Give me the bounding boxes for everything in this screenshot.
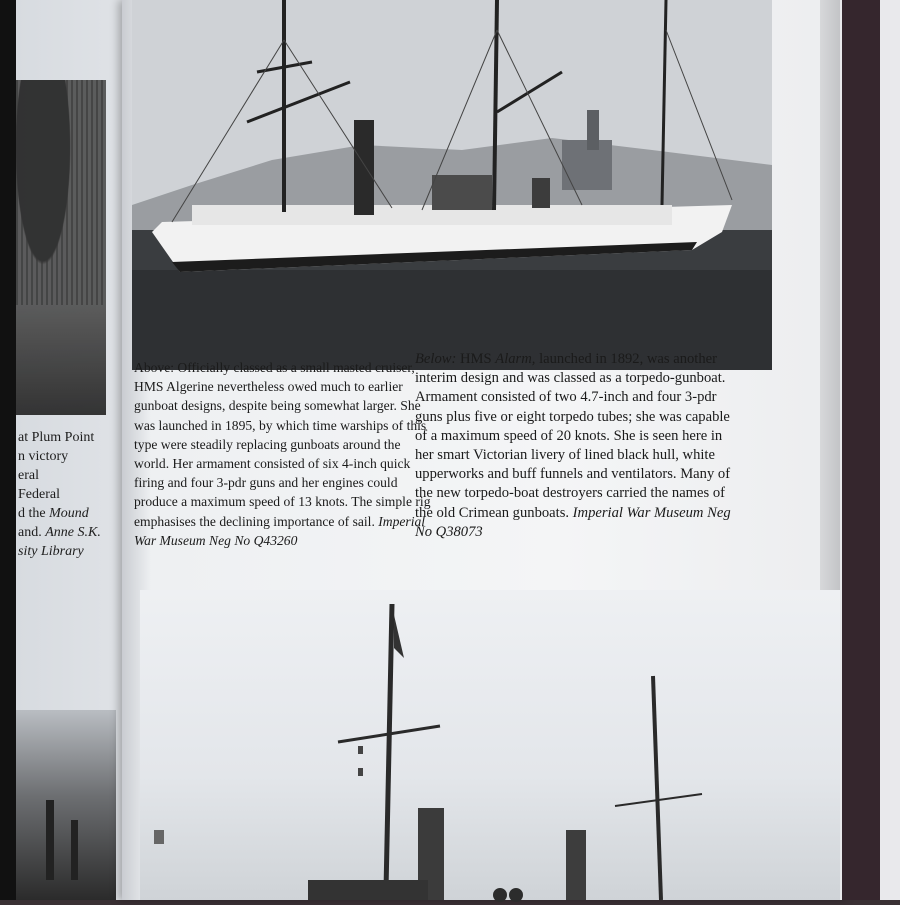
- caption-line: of a maximum speed of 20 knots. She is seen here in: [415, 427, 723, 444]
- caption-label: Below:: [415, 351, 457, 367]
- caption-line: the old Crimean gunboats. Imperial War Museum Neg: [415, 504, 731, 521]
- photo-hms-algerine: [132, 0, 772, 370]
- book-cover-edge: [842, 0, 880, 900]
- caption-line: gunboat designs, despite being somewhat larger. She: [134, 398, 421, 414]
- left-page-photo-engraving: [16, 710, 116, 900]
- photo-credit: War Museum Neg No Q43260: [134, 532, 298, 548]
- caption-line: emphasises the declining importance of sail. Imperial: [134, 513, 426, 529]
- caption-line: Armament consisted of two 4.7-inch and four 3-pdr: [415, 389, 717, 406]
- caption-line: firing and four 3-pdr guns and her engines could: [134, 475, 398, 491]
- caption-line: the new torpedo-boat destroyers carried the names of: [415, 485, 725, 502]
- left-caption-line: d the Mound: [18, 506, 89, 521]
- photo-credit: Imperial War Museum Neg: [572, 504, 731, 521]
- ship-illustration: [132, 0, 772, 370]
- caption-line: world. Her armament consisted of six 4-inch quick: [134, 456, 411, 472]
- caption-line: Above: Officially classed as a small masted cruiser,: [134, 360, 415, 375]
- photo-hms-alarm: [140, 590, 840, 900]
- caption-line: produce a maximum speed of 13 knots. The simple rig: [134, 494, 431, 510]
- left-caption-line: eral: [18, 468, 39, 483]
- ship-name: Alarm,: [495, 351, 536, 367]
- ship-masts-illustration: [140, 590, 840, 900]
- caption-line: was launched in 1895, by which time warships of this: [134, 417, 427, 433]
- caption-line: [415, 523, 795, 542]
- left-caption-line: sity Library: [18, 544, 84, 559]
- book-left-edge: [0, 0, 16, 900]
- italic-fragment: Mound: [49, 506, 89, 521]
- caption-line: HMS Algerine nevertheless owed much to earlier: [134, 379, 403, 395]
- left-page-caption: [18, 428, 118, 561]
- caption-line: [134, 531, 402, 550]
- photo-credit: No Q38073: [415, 523, 483, 540]
- caption-line: her smart Victorian livery of lined black hull, white: [415, 447, 715, 464]
- left-page-photo-steamboat: [16, 80, 106, 415]
- left-caption-line: and. Anne S.K.: [18, 525, 101, 540]
- left-caption-line: Federal: [18, 487, 60, 502]
- italic-fragment: Anne S.K.: [45, 525, 101, 540]
- caption-algerine: [134, 358, 431, 550]
- caption-line: guns plus five or eight torpedo tubes; she was capable: [415, 408, 730, 425]
- photo-credit: Imperial: [378, 513, 426, 529]
- caption-line: interim design and was classed as a torpedo-gunboat.: [415, 370, 726, 387]
- caption-line: Below: HMS Alarm, launched in 1892, was another: [415, 351, 717, 367]
- caption-line: type were steadily replacing gunboats around the: [134, 436, 401, 452]
- caption-alarm: [415, 350, 795, 542]
- left-caption-line: at Plum Point: [18, 430, 95, 445]
- left-caption-line: n victory: [18, 449, 69, 464]
- caption-line: upperworks and buff funnels and ventilators. Many of: [415, 466, 731, 483]
